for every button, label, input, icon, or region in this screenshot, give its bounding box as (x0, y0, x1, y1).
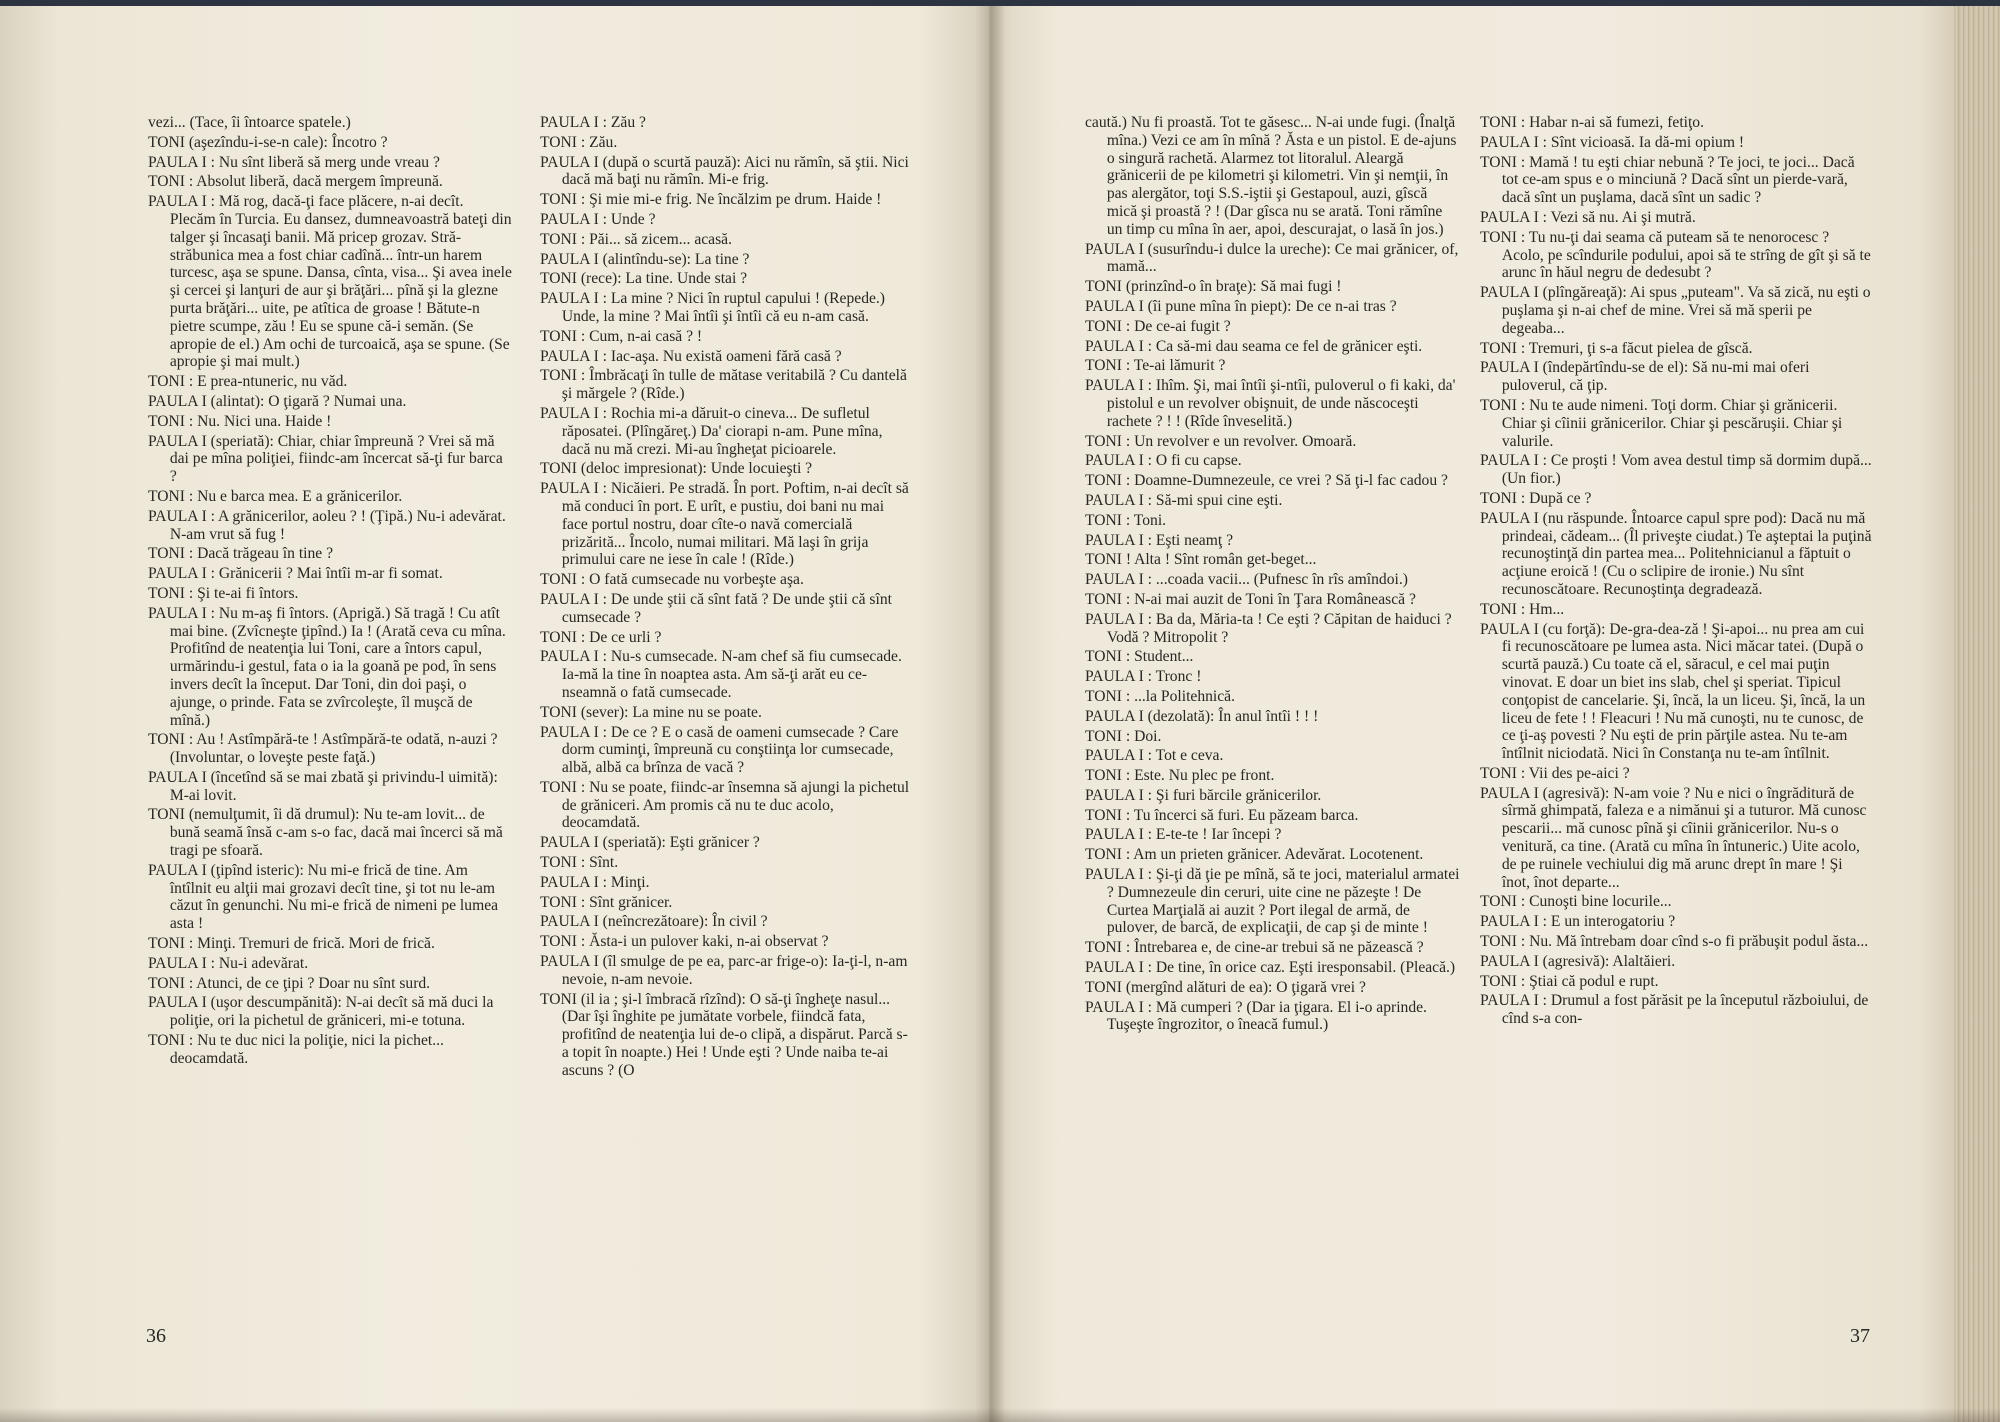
book-gutter (975, 6, 1005, 1422)
dialogue-line: TONI (deloc impresionat): Unde locuieşti ? (540, 460, 813, 478)
dialogue-line: PAULA I : Iac-aşa. Nu există oameni fără casă ? (540, 347, 842, 365)
dialogue-line: TONI (mergînd alături de ea): O ţigară vrei ? (1085, 978, 1366, 996)
dialogue-line: TONI : E prea-ntuneric, nu văd. (148, 373, 348, 391)
dialogue-line: TONI : De ce urli ? (540, 628, 662, 646)
dialogue-line: PAULA I (cu forţă): De-gra-dea-ză ! Şi-apoi... nu prea am cui fi recunoscătoare pe lumea asta. Nici măcar tatei. (După o scurtă pauză.) Cu toate că el, săracul, e cel mai puţin vinovat. E doar un biet ins slab, chel şi speriat. Tipicul conţopist de cancelarie. Şi, încă, la un liceu. Şi, încă, la un liceu de fete ! ! Fleacuri ! Nu mă cunoşti, nu te cunosc, de ce ţi-aş povesti ? Nu eşti de prin părţile astea. Nu te-am întîlnit niciodată. Nici în Constanţa nu te-am întîlnit. (1480, 620, 1866, 763)
dialogue-line: PAULA I : De ce ? E o casă de oameni cumsecade ? Care dorm cuminţi, împreună cu conştiinţa lor cumsecade, albă, albă ca brînza de vacă ? (540, 723, 899, 777)
dialogue-line: PAULA I : Ba da, Măria-ta ! Ce eşti ? Căpitan de haiduci ? Vodă ? Mitropolit ? (1085, 610, 1452, 646)
dialogue-line: TONI : Doamne-Dumnezeule, ce vrei ? Să ţi-l fac cadou ? (1085, 472, 1448, 490)
dialogue-line: TONI : Student... (1085, 648, 1194, 666)
dialogue-line: PAULA I : Tot e ceva. (1085, 747, 1224, 765)
dialogue-line: TONI : Nu te aude nimeni. Toţi dorm. Chiar şi grănicerii. Chiar şi cîinii grănicerilor. Chiar şi pescăruşii. Chiar şi valurile. (1480, 396, 1843, 450)
page-edges (1954, 6, 2000, 1422)
dialogue-line: PAULA I : Nu m-aş fi întors. (Aprigă.) Să tragă ! Cu atît mai bine. (Zvîcneşte ţipînd.) Ia ! (Arată ceva cu mîna. Profitînd de neatenţia lui Toni, care a întors capul, urmărindu-i gestul, fata o ia la goană pe pod, în sens invers decît la început. Dar Toni, din doi paşi, o ajunge, o prinde. Fata se zvîrcoleşte, îl muşcă de mînă.) (148, 604, 506, 729)
dialogue-line: TONI (nemulţumit, îi dă drumul): Nu te-am lovit... de bună seamă însă c-am s-o fac, dacă mai încerci să mă tragi pe sfoară. (148, 806, 503, 860)
dialogue-line: PAULA I : Ce proşti ! Vom avea destul timp să dormim după... (Un fior.) (1480, 452, 1872, 488)
dialogue-line: PAULA I (susurîndu-i dulce la ureche): Ce mai grănicer, of, mamă... (1085, 240, 1459, 276)
left-page-column-2 (540, 114, 910, 1082)
dialogue-line: PAULA I (agresivă): Alaltăieri. (1480, 952, 1676, 970)
dialogue-line: PAULA I (îl smulge de pe ea, parc-ar frige-o): Ia-ţi-l, n-am nevoie, n-am nevoie. (540, 953, 908, 988)
dialogue-line: TONI : După ce ? (1480, 489, 1592, 507)
dialogue-line: PAULA I (ţipînd isteric): Nu mi-e frică de tine. Am întîlnit eu alţii mai grozavi decît tine, şi tot nu le-am căzut în genunchi. Nu mi-e frică de nimeni pe lumea asta ! (148, 861, 499, 933)
dialogue-line: PAULA I : De unde ştii că sînt fată ? De unde ştii că sînt cumsecade ? (540, 590, 892, 626)
dialogue-line: vezi... (Tace, îi întoarce spatele.) (148, 114, 351, 131)
left-page-number: 36 (146, 1325, 166, 1347)
dialogue-line: TONI : Am un prieten grănicer. Adevărat. Locotenent. (1085, 846, 1424, 864)
dialogue-line: PAULA I : Vezi să nu. Ai şi mutră. (1480, 208, 1696, 226)
dialogue-line: TONI (il ia ; şi-l îmbracă rîzînd): O să-ţi îngheţe nasul... (Dar îşi înghite pe jumătate vorbele, fiindcă fata, profitînd de neatenţia lui de-o clipă, a dispărut. Parcă s-a topit în noapte.) Hei ! Unde eşti ? Unde naiba te-ai ascuns ? (O (540, 990, 908, 1079)
dialogue-line: TONI : Nu. Mă întrebam doar cînd s-o fi prăbuşit podul ăsta... (1480, 933, 1869, 951)
right-page-number: 37 (1850, 1325, 1870, 1347)
dialogue-line: PAULA I : A grănicerilor, aoleu ? ! (Ţipă.) Nu-i adevărat. N-am vrut să fug ! (148, 507, 506, 543)
dialogue-line: PAULA I (alintîndu-se): La tine ? (540, 250, 750, 268)
dialogue-line: PAULA I (speriată): Eşti grănicer ? (540, 834, 760, 852)
dialogue-line: TONI : ...la Politehnică. (1085, 687, 1235, 705)
dialogue-line: PAULA I : O fi cu capse. (1085, 452, 1242, 470)
dialogue-line: PAULA I (după o scurtă pauză): Aici nu rămîn, să ştii. Nici dacă mă baţi nu rămîn. Mi-e frig. (540, 153, 909, 189)
dialogue-line: TONI (rece): La tine. Unde stai ? (540, 270, 748, 288)
dialogue-line: TONI : Un revolver e un revolver. Omoară. (1085, 432, 1357, 450)
dialogue-line: TONI : Habar n-ai să fumezi, fetiţo. (1480, 114, 1705, 131)
dialogue-line: PAULA I : E-te-te ! Iar începi ? (1085, 826, 1282, 844)
dialogue-line: PAULA I (încetînd să se mai zbată şi privindu-l uimită): M-ai lovit. (148, 768, 498, 804)
dialogue-line: PAULA I : De tine, în orice caz. Eşti iresponsabil. (Pleacă.) (1085, 959, 1456, 977)
dialogue-line: PAULA I : Minţi. (540, 873, 650, 891)
dialogue-line: TONI (aşezîndu-i-se-n cale): Încotro ? (148, 133, 388, 151)
dialogue-line: PAULA I : Ihîm. Şi, mai întîi şi-ntîi, puloverul o fi kaki, da' pistolul e un revolver obişnuit, de unde născoceşti rachete ? ! ! (Rîde înveselită.) (1085, 377, 1456, 430)
dialogue-line: TONI : Sînt. (540, 854, 619, 872)
dialogue-line: TONI : Nu e barca mea. E a grănicerilor. (148, 487, 403, 505)
dialogue-line: TONI : Absolut liberă, dacă mergem împreună. (148, 173, 443, 191)
dialogue-line: PAULA I : E un interogatoriu ? (1480, 913, 1676, 931)
dialogue-line: PAULA I (agresivă): N-am voie ? Nu e nici o îngrăditură de sîrmă ghimpată, faleza e a nimănui şi a tuturor. Mă cunosc pescarii... mă cunosc pînă şi cîinii grănicerilor. Nu-s o venitură, ca tine. (Arată cu mîna în întuneric.) Uite acolo, de pe ruinele vechiului dig mă arunc drept în mare ! Şi înot, înot departe... (1480, 784, 1867, 891)
dialogue-line: PAULA I (alintat): O ţigară ? Numai una. (148, 392, 407, 410)
dialogue-line: TONI : N-ai mai auzit de Toni în Ţara Românească ? (1085, 590, 1416, 608)
dialogue-line: TONI : Vii des pe-aici ? (1480, 764, 1630, 782)
dialogue-line: TONI : Cunoşti bine locurile... (1480, 893, 1672, 911)
dialogue-line: PAULA I : La mine ? Nici în ruptul capului ! (Repede.) Unde, la mine ? Mai întîi şi întîi că eu n-am casă. (540, 290, 886, 325)
dialogue-line: PAULA I : Nu-s cumsecade. N-am chef să fiu cumsecade. Ia-mă la tine în noaptea asta. Am să-ţi arăt eu ce-nseamnă o fată cumsecade. (540, 648, 902, 701)
dialogue-line: PAULA I : Grănicerii ? Mai întîi m-ar fi somat. (148, 565, 443, 583)
dialogue-line: PAULA I : Nu-i adevărat. (148, 954, 309, 972)
dialogue-line: PAULA I (speriată): Chiar, chiar împreună ? Vrei să mă dai pe mîna poliţiei, fiindc-am încercat să-ţi fur barca ? (148, 432, 503, 486)
dialogue-line: TONI : Tremuri, ţi s-a făcut pielea de gîscă. (1480, 339, 1753, 357)
dialogue-line: PAULA I : Şi furi bărcile grănicerilor. (1085, 786, 1322, 804)
dialogue-line: PAULA I : Unde ? (540, 210, 656, 228)
dialogue-line: TONI : Dacă trăgeau în tine ? (148, 545, 334, 563)
dialogue-line: TONI : Ăsta-i un pulover kaki, n-ai observat ? (540, 933, 829, 951)
dialogue-line: TONI : Ştiai că podul e rupt. (1480, 972, 1659, 990)
dialogue-line: TONI : Atunci, de ce ţipi ? Doar nu sînt surd. (148, 974, 431, 992)
dialogue-line: TONI (prinzînd-o în braţe): Să mai fugi ! (1085, 278, 1342, 296)
right-page-column-2 (1480, 114, 1874, 1030)
dialogue-line: PAULA I : Rochia mi-a dăruit-o cineva... De sufletul răposatei. (Plîngăreţ.) Da' ciorapi n-am. Pune mîna, dacă nu mă crezi. Mi-au îngheţat picioarele. (540, 404, 883, 458)
dialogue-line: PAULA I : Nu sînt liberă să merg unde vreau ? (148, 153, 440, 171)
dialogue-line: TONI : Doi. (1085, 727, 1162, 745)
dialogue-line: TONI : Au ! Astîmpără-te ! Astîmpără-te odată, n-auzi ? (Involuntar, o loveşte peste faţă.) (148, 731, 498, 767)
dialogue-line: TONI : Întrebarea e, de cine-ar trebui să ne păzească ? (1085, 939, 1424, 957)
dialogue-line: TONI : Sînt grănicer. (540, 893, 673, 911)
dialogue-line: TONI : De ce-ai fugit ? (1085, 317, 1231, 335)
dialogue-line: TONI : Nu se poate, fiindc-ar însemna să ajungi la pichetul de grăniceri. Am promis că nu te duc acolo, deocamdată. (540, 778, 910, 832)
dialogue-line: TONI : Cum, n-ai casă ? ! (540, 327, 703, 345)
dialogue-line: TONI : Îmbrăcaţi în tulle de mătase veritabilă ? Cu dantelă şi mărgele ? (Rîde.) (540, 367, 907, 403)
dialogue-line: TONI : Hm... (1480, 600, 1565, 618)
dialogue-line: PAULA I (îndepărtîndu-se de el): Să nu-mi mai oferi puloverul, că ţip. (1480, 359, 1810, 395)
dialogue-line: PAULA I : Mă rog, dacă-ţi face plăcere, n-ai decît. Plecăm în Turcia. Eu dansez, dumneavoastră bateţi din talger şi încasaţi banii. Mă pricep grozav. Stră-străbunica mea a fost chiar cadînă... într-un harem turcesc, aşa se spune. Dansa, cînta, visa... Şi avea inele şi cercei şi lanţuri de aur şi brăţări... pînă şi la glezne purta brăţări... uite, pe atîtica de groase ! Bătute-n pietre scumpe, zău ! Eu se spune că-i semăn. (Se apropie de el.) Am ochi de turcoaică, aşa se spune. (Se apropie şi mai mult.) (148, 193, 512, 371)
dialogue-line: PAULA I : Sînt vicioasă. Ia dă-mi opium ! (1480, 133, 1745, 151)
dialogue-line: PAULA I (neîncrezătoare): În civil ? (540, 913, 768, 931)
dialogue-line: TONI : Tu nu-ţi dai seama că puteam să te nenorocesc ? Acolo, pe scîndurile podului, apoi să te strîng de gît şi să te arunc în hăul negru de dedesubt ? (1480, 228, 1871, 282)
dialogue-line: PAULA I : Eşti neamţ ? (1085, 531, 1233, 549)
dialogue-line: TONI : Zău. (540, 133, 618, 151)
dialogue-line: PAULA I : Mă cumperi ? (Dar ia ţigara. El i-o aprinde. Tuşeşte îngrozitor, o îneacă fumul.) (1085, 998, 1427, 1034)
dialogue-line: PAULA I : Nicăieri. Pe stradă. În port. Poftim, n-ai decît să mă conduci în port. E urît, e pustiu, doi bani nu mai face portul nostru, doar cîte-o navă comercială prizărită... Încolo, numai militari. Mă laşi în grija primului care ne iese în cale ! (Rîde.) (540, 480, 909, 569)
dialogue-line: TONI : Minţi. Tremuri de frică. Mori de frică. (148, 935, 435, 953)
dialogue-line: PAULA I : Ca să-mi dau seama ce fel de grănicer eşti. (1085, 337, 1423, 355)
page-shadow (0, 1408, 2000, 1422)
dialogue-line: PAULA I : Drumul a fost părăsit pe la începutul războiului, de cînd s-a con- (1480, 992, 1869, 1028)
dialogue-line: PAULA I : ...coada vacii... (Pufnesc în rîs amîndoi.) (1085, 571, 1408, 589)
dialogue-line: TONI : Păi... să zicem... acasă. (540, 230, 732, 248)
dialogue-line: PAULA I (nu răspunde. Întoarce capul spre pod): Dacă nu mă prindeai, cădeam... (Îl priveşte ciudat.) Te aşteptai la puţină recunoştinţă din partea mea... Politehnicianul a făptuit o acţiune eroică ! (Cu o sclipire de ironie.) Nu sînt recunoscătoare. Recunoştinţa degradează. (1480, 509, 1872, 598)
dialogue-line: TONI ! Alta ! Sînt român get-beget... (1085, 551, 1317, 569)
dialogue-line: TONI : Este. Nu plec pe front. (1085, 767, 1275, 785)
dialogue-line: TONI : Nu te duc nici la poliţie, nici la pichet... deocamdată. (148, 1032, 444, 1067)
dialogue-line: PAULA I : Tronc ! (1085, 668, 1202, 686)
dialogue-line: TONI : Şi te-ai fi întors. (148, 584, 299, 602)
dialogue-line: TONI : Nu. Nici una. Haide ! (148, 412, 332, 430)
dialogue-line: TONI : Toni. (1085, 511, 1167, 529)
dialogue-line: TONI : O fată cumsecade nu vorbeşte aşa. (540, 571, 804, 589)
dialogue-line: PAULA I : Zău ? (540, 114, 646, 131)
dialogue-line: TONI : Tu încerci să furi. Eu păzeam barca. (1085, 806, 1359, 824)
right-page-column-1 (1085, 114, 1461, 1036)
dialogue-line: PAULA I (dezolată): În anul întîi ! ! ! (1085, 707, 1319, 725)
dialogue-line: TONI : Şi mie mi-e frig. Ne încălzim pe drum. Haide ! (540, 191, 882, 209)
dialogue-line: PAULA I : Să-mi spui cine eşti. (1085, 491, 1283, 509)
left-page-column-1 (148, 114, 512, 1070)
dialogue-line: PAULA I (plîngăreaţă): Ai spus „puteam". Va să zică, nu eşti o puşlama şi n-ai chef de mine. Vrei să mă sperii pe degeaba... (1480, 284, 1871, 337)
dialogue-line: PAULA I (îi pune mîna în piept): De ce n-ai tras ? (1085, 297, 1397, 315)
dialogue-line: TONI : Mamă ! tu eşti chiar nebună ? Te joci, te joci... Dacă tot ce-am spus e o minciună ? Dacă sînt un pierde-vară, dacă sînt un puşlama, dacă sînt un sadic ? (1480, 153, 1855, 207)
dialogue-line: TONI : Te-ai lămurit ? (1085, 357, 1226, 375)
dialogue-line: caută.) Nu fi proastă. Tot te găsesc... N-ai unde fugi. (Înalţă mîna.) Vezi ce am în mînă ? Ăsta e un pistol. E de-ajuns o singură rachetă. Alarmez tot litoralul. Aleargă grănicerii de pe kilometri şi kilometri. Vin şi nemţii, în pas alergător, toţi S.S.-iştii şi Gestapoul, auzi, gîscă mică şi proastă ? ! (Dar gîsca nu se arată. Toni rămîne un timp cu mîna în aer, apoi, descurajat, o lasă în jos.) (1085, 114, 1457, 238)
dialogue-line: TONI (sever): La mine nu se poate. (540, 703, 762, 721)
dialogue-line: PAULA I (uşor descumpănită): N-ai decît să mă duci la poliţie, ori la pichetul de grăniceri, mi-e totuna. (148, 994, 494, 1030)
dialogue-line: PAULA I : Şi-ţi dă ţie pe mînă, să te joci, materialul armatei ? Dumnezeule din ceruri, uite cine ne păzeşte ! De Curtea Marţială ai auzit ? Port ilegal de armă, de pulover, de barcă, de explicaţii, de cap şi de minte ! (1085, 866, 1460, 937)
